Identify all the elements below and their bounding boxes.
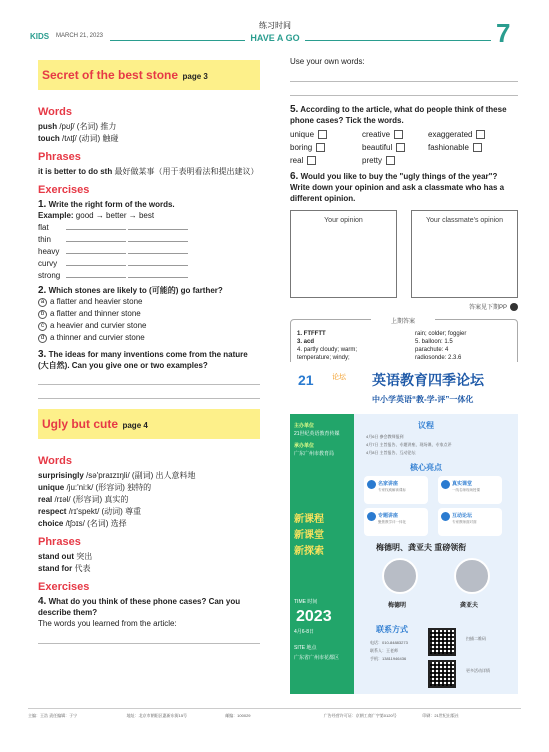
phrase-entry: stand out 突出 <box>38 552 93 561</box>
tick-beautiful[interactable]: beautiful <box>362 143 428 152</box>
word-form-row: strong <box>38 270 260 282</box>
tick-unique[interactable]: unique <box>290 130 362 139</box>
highlight-card: 互动论坛 专家教师面对面 <box>438 508 502 536</box>
answer-text: 3. acd <box>297 339 315 345</box>
option-b[interactable]: b a flatter and thinner stone <box>38 308 260 320</box>
answer-blank[interactable] <box>128 222 188 230</box>
use-own-words-label: Use your own words: <box>290 57 365 66</box>
word-entry: push /pʊʃ/ (名词) 推力 <box>38 122 117 131</box>
page-header <box>0 0 549 52</box>
tick-real[interactable]: real <box>290 156 362 165</box>
forum-logo-text: 论坛 <box>332 374 346 381</box>
tick-exaggerated[interactable]: exaggerated <box>428 130 508 139</box>
footer-text: 地址：北京市朝阳区惠新东街15号 <box>126 713 188 718</box>
highlight-icon <box>441 480 450 489</box>
answer-line[interactable] <box>38 371 260 385</box>
part1-page: page 3 <box>182 72 208 81</box>
highlight-icon <box>441 512 450 521</box>
question-6: 6. Would you like to buy the "ugly things of the year"? Write down your opinion and ask a classmate who has a different opinion. <box>290 171 505 203</box>
site-label: SITE 地点 <box>294 645 317 651</box>
checkbox[interactable] <box>318 130 327 139</box>
checkbox[interactable] <box>316 143 325 152</box>
highlight-card: 名家讲座 专家权威解读课标 <box>364 476 428 504</box>
scan-note: 答案见下期PP <box>290 302 518 311</box>
section-tag: KIDS <box>30 32 50 41</box>
word-form-row: thin <box>38 234 260 246</box>
answer-line[interactable] <box>38 385 260 399</box>
slogan: 新探索 <box>294 546 324 557</box>
answer-text: 1. FTFFTT <box>297 331 326 337</box>
answer-text: 5. balloon: 1.5 <box>415 339 453 345</box>
answer-text: rain; colder; foggier <box>415 331 467 337</box>
page-footer <box>28 708 521 726</box>
option-a[interactable]: a a flatter and heavier stone <box>38 296 260 308</box>
section-title-en: HAVE A GO <box>250 33 300 43</box>
event-date: 4月6-8日 <box>294 629 315 635</box>
answer-text: temperature; windy; <box>297 355 350 361</box>
footer-text: 广告经营许可证：京朝工商广字第0120号 <box>323 713 397 718</box>
part2-exercises-heading: Exercises <box>38 581 90 593</box>
qr-caption: 更多活动详情 <box>466 668 490 673</box>
ad-sidebar <box>290 414 354 694</box>
option-c[interactable]: c a heavier and curvier stone <box>38 320 260 332</box>
agenda-title: 议程 <box>418 421 434 430</box>
checkbox[interactable] <box>394 130 403 139</box>
answer-text: radiosonde: 2.3.6 <box>415 355 462 361</box>
word-entry: real /rɪəl/ (形容词) 真实的 <box>38 495 129 504</box>
answer-blank[interactable] <box>128 246 188 254</box>
answers-title: 上期答案 <box>371 316 435 325</box>
slogan: 新课程 <box>294 514 324 525</box>
answer-text: parachute: 4 <box>415 347 449 353</box>
answer-line[interactable] <box>290 82 518 96</box>
part1-words-heading: Words <box>38 106 73 118</box>
tick-fashionable[interactable]: fashionable <box>428 143 508 152</box>
contact-line: 联系人：王老师 <box>370 648 398 653</box>
header-rule-left <box>110 40 245 41</box>
experts-title: 梅德明、龚亚夫 重磅领衔 <box>376 543 467 552</box>
answer-blank[interactable] <box>66 222 126 230</box>
answer-blank[interactable] <box>128 234 188 242</box>
forum-advertisement <box>290 362 518 694</box>
word-entry: touch /tʌtʃ/ (动词) 触碰 <box>38 134 119 143</box>
contact-title: 联系方式 <box>376 625 408 634</box>
expert-name: 梅德明 <box>388 603 407 609</box>
question-4-note: The words you learned from the article: <box>38 619 177 628</box>
part1-title: Secret of the best stone <box>42 68 179 82</box>
footer-text: 主编：王浩 责任编辑：于宁 <box>28 713 78 718</box>
header-rule-right <box>305 40 491 41</box>
question-2: 2. Which stones are likely to (可能的) go farther? <box>38 285 223 296</box>
answer-blank[interactable] <box>128 270 188 278</box>
contact-line: 手机：13811946436 <box>370 656 407 661</box>
footer-text: 邮编：100029 <box>225 713 251 718</box>
tick-boring[interactable]: boring <box>290 143 362 152</box>
qr-caption: 扫描二维码 <box>466 636 486 641</box>
phrase-entry: stand for 代表 <box>38 564 91 573</box>
ad-title: 英语教育四季论坛 <box>372 372 484 388</box>
word-entry: choice /tʃɔɪs/ (名词) 选择 <box>38 519 127 528</box>
word-entry: respect /rɪ'spekt/ (动词) 尊重 <box>38 507 142 516</box>
answer-blank[interactable] <box>66 258 126 266</box>
answer-blank[interactable] <box>66 234 126 242</box>
checkbox[interactable] <box>386 156 395 165</box>
tick-options <box>290 130 518 165</box>
contact-line: 电话：010-84883273 <box>370 640 408 645</box>
example-line: Example: good → better → best <box>38 211 155 220</box>
right-column <box>290 56 518 371</box>
your-opinion-box[interactable]: Your opinion <box>290 210 397 298</box>
host-label: 承办单位 <box>294 443 315 449</box>
answer-line[interactable] <box>290 68 518 82</box>
time-label: TIME 时间 <box>294 599 318 605</box>
host-text: 广东广州市教育局 <box>294 451 335 457</box>
expert-photo <box>382 558 418 594</box>
checkbox[interactable] <box>396 143 405 152</box>
event-site: 广东省广州市花都区 <box>294 655 340 661</box>
slogan: 新课堂 <box>294 530 324 541</box>
qr-code-icon[interactable] <box>428 628 456 656</box>
word-entry: surprisingly /sə'praɪzɪŋli/ (副词) 出人意料地 <box>38 471 196 480</box>
organizer-label: 主办单位 <box>294 423 315 429</box>
part2-banner <box>38 409 260 439</box>
question-1: 1. Write the right form of the words. <box>38 199 175 210</box>
qr-code-icon[interactable] <box>428 660 456 688</box>
agenda-item: 4月7日 主旨报告、专题讲座、现场课、专家点评 <box>366 442 452 447</box>
footer-text: 印刷：21世纪出版社 <box>422 713 459 718</box>
answer-blank[interactable] <box>66 246 126 254</box>
highlight-card: 真实课堂 一线名师现场授课 <box>438 476 502 504</box>
word-entry: unique /ju:'ni:k/ (形容词) 独特的 <box>38 483 152 492</box>
part2-words-heading: Words <box>38 455 73 467</box>
ad-subtitle: 中小学英语“教-学-评”一体化 <box>372 395 474 404</box>
highlight-icon <box>367 480 376 489</box>
issue-date: MARCH 21, 2023 <box>56 33 104 39</box>
opinion-boxes <box>290 210 518 298</box>
question-5: 5. According to the article, what do people think of these phone cases? Tick the words. <box>290 104 507 125</box>
part1-exercises-heading: Exercises <box>38 184 90 196</box>
organizer-text: 21世纪英语教育传媒 <box>294 431 340 437</box>
word-form-row: flat <box>38 222 260 234</box>
event-year: 2023 <box>296 608 332 625</box>
part2-phrases-heading: Phrases <box>38 536 81 548</box>
question-4: 4. What do you think of these phone cases? Can you describe them? <box>38 596 241 617</box>
part2-page: page 4 <box>122 421 148 430</box>
scan-icon <box>510 303 518 311</box>
checkbox[interactable] <box>476 130 485 139</box>
page-number: 7 <box>496 18 511 48</box>
agenda-item: 4月8日 主旨报告、互动论坛 <box>366 450 416 455</box>
answer-line[interactable] <box>38 630 260 644</box>
highlights-title: 核心亮点 <box>410 463 442 472</box>
highlight-card: 专题讲座 聚焦教学评一体化 <box>364 508 428 536</box>
answer-blank[interactable] <box>66 270 126 278</box>
highlight-icon <box>367 512 376 521</box>
part1-banner <box>38 60 260 90</box>
phrase-entry: it is better to do sth 最好做某事（用于表明看法和提出建议） <box>38 167 259 176</box>
classmate-opinion-box[interactable]: Your classmate's opinion <box>411 210 518 298</box>
part2-title: Ugly but cute <box>42 417 119 431</box>
tick-creative[interactable]: creative <box>362 130 428 139</box>
word-form-row: curvy <box>38 258 260 270</box>
option-d[interactable]: d a thinner and curvier stone <box>38 332 260 344</box>
agenda-item: 4月6日 参会教师报到 <box>366 434 404 439</box>
tick-pretty[interactable]: pretty <box>362 156 428 165</box>
part1-phrases-heading: Phrases <box>38 151 81 163</box>
question-3: 3. The ideas for many inventions come from the nature (大自然). Can you give one or two examples? <box>38 349 248 370</box>
answer-text: 4. partly cloudy; warm; <box>297 347 358 353</box>
expert-photo <box>454 558 490 594</box>
checkbox[interactable] <box>307 156 316 165</box>
expert-name: 龚亚夫 <box>460 603 479 609</box>
word-form-row: heavy <box>38 246 260 258</box>
answer-blank[interactable] <box>128 258 188 266</box>
checkbox[interactable] <box>473 143 482 152</box>
left-column <box>38 60 260 644</box>
forum-logo: 21 <box>298 372 314 388</box>
section-title-cn: 练习时间 <box>259 21 291 30</box>
ad-header <box>290 362 518 414</box>
